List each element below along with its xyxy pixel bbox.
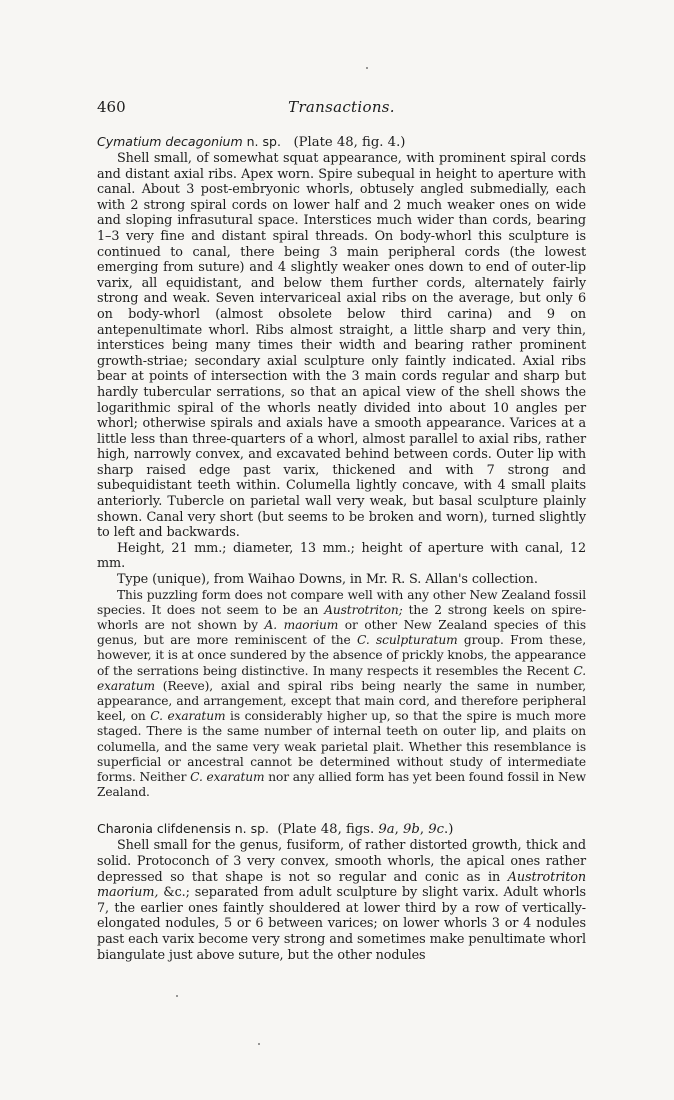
- plate-reference: (Plate 48, figs. 9a, 9b, 9c.): [277, 822, 454, 838]
- page-header: [97, 98, 586, 118]
- print-speck: [366, 67, 368, 69]
- species-heading-charonia: [97, 820, 586, 838]
- species-description: Shell small for the genus, fusiform, of rather distorted growth, thick and solid. Protoconch of 3 very convex, smooth whorls, the apical ones rather depressed so that shape is not so regular and conic as in Austrotriton maorium, &c.; separated from adult sculpture by slight varix. Adult whorls 7, the earlier ones faintly shouldered at lower third by a row of vertically-elongated nodules, 5 or 6 between varices; on lower whorls 3 or 4 nodules past each varix become very strong and sometimes make penultimate whorl biangulate just above suture, but the other nodules: [97, 838, 586, 963]
- print-speck: [176, 995, 178, 997]
- measurements: Height, 21 mm.; diameter, 13 mm.; height of aperture with canal, 12 mm.: [97, 540, 586, 572]
- running-title: Transactions.: [288, 98, 395, 116]
- species-name: Charonia clifdenensis n. sp.: [97, 821, 269, 837]
- type-locality: Type (unique), from Waihao Downs, in Mr. R. S. Allan's collection.: [117, 572, 538, 588]
- species-heading-cymatium: [97, 133, 586, 151]
- species-discussion: This puzzling form does not compare well with any other New Zealand fossil species. It does not seem to be an Austrotriton; the 2 strong keels on spire-whorls are not shown by A. maorium or other New Zealand species of this genus, but are more reminiscent of the C. sculpturatum group. From these, however, it is at once sundered by the absence of prickly knobs, the appearance of the serrations being distinctive. In many respects it resembles the Recent C. exaratum (Reeve), axial and spiral ribs being nearly the same in number, appearance, and arrangement, except that main cord, and therefore peripheral keel, on C. exaratum is considerably higher up, so that the spire is much more staged. There is the same number of internal teeth on outer lip, and plaits on columella, and the same very weak parietal plait. Whether this resemblance is superficial or ancestral cannot be determined without study of intermediate forms. Neither C. exaratum nor any allied form has yet been found fossil in New Zealand.: [97, 587, 587, 800]
- print-speck: [258, 1043, 260, 1045]
- plate-reference: (Plate 48, fig. 4.): [293, 135, 406, 150]
- species-description: Shell small, of somewhat squat appearance, with prominent spiral cords and distant axial ribs. Apex worn. Spire subequal in height to aperture with canal. About 3 post-embryonic whorls, obtusely angled submedially, each with 2 strong spiral cords on lower half and 2 much weaker ones on wide and sloping infrasutural space. Interstices much wider than cords, bearing 1–3 very fine and distant spiral threads. On body-whorl this sculpture is continued to canal, there being 3 main peripheral cords (the lowest emerging from suture) and 4 slightly weaker ones down to end of outer-lip varix, all equidistant, and below them further cords, alternately fairly strong and weak. Seven intervariceal axial ribs on the average, but only 6 on body-whorl (almost obsolete below third carina) and 9 on antepenultimate whorl. Ribs almost straight, a little sharp and very thin, interstices being many times their width and bearing rather prominent growth-striae; secondary axial sculpture only faintly indicated. Axial ribs bear at points of intersection with the 3 main cords regular and sharp but hardly tubercular serrations, so that an apical view of the shell shows the logarithmic spiral of the whorls neatly divided into about 10 angles per whorl; otherwise spirals and axials have a smooth appearance. Varices at a little less than three-quarters of a whorl, almost parallel to axial ribs, rather high, narrowly convex, and excavated behind between cords. Outer lip with sharp raised edge past varix, thickened and with 7 strong and subequidistant teeth within. Columella lightly concave, with 4 small plaits anteriorly. Tubercle on parietal wall very weak, but basal sculpture plainly shown. Canal very short (but seems to be broken and worn), turned slightly to left and backwards.: [97, 151, 586, 541]
- species-name: Cymatium decagonium n. sp.: [97, 134, 281, 149]
- article-body: [97, 133, 586, 963]
- page-number: 460: [97, 98, 126, 116]
